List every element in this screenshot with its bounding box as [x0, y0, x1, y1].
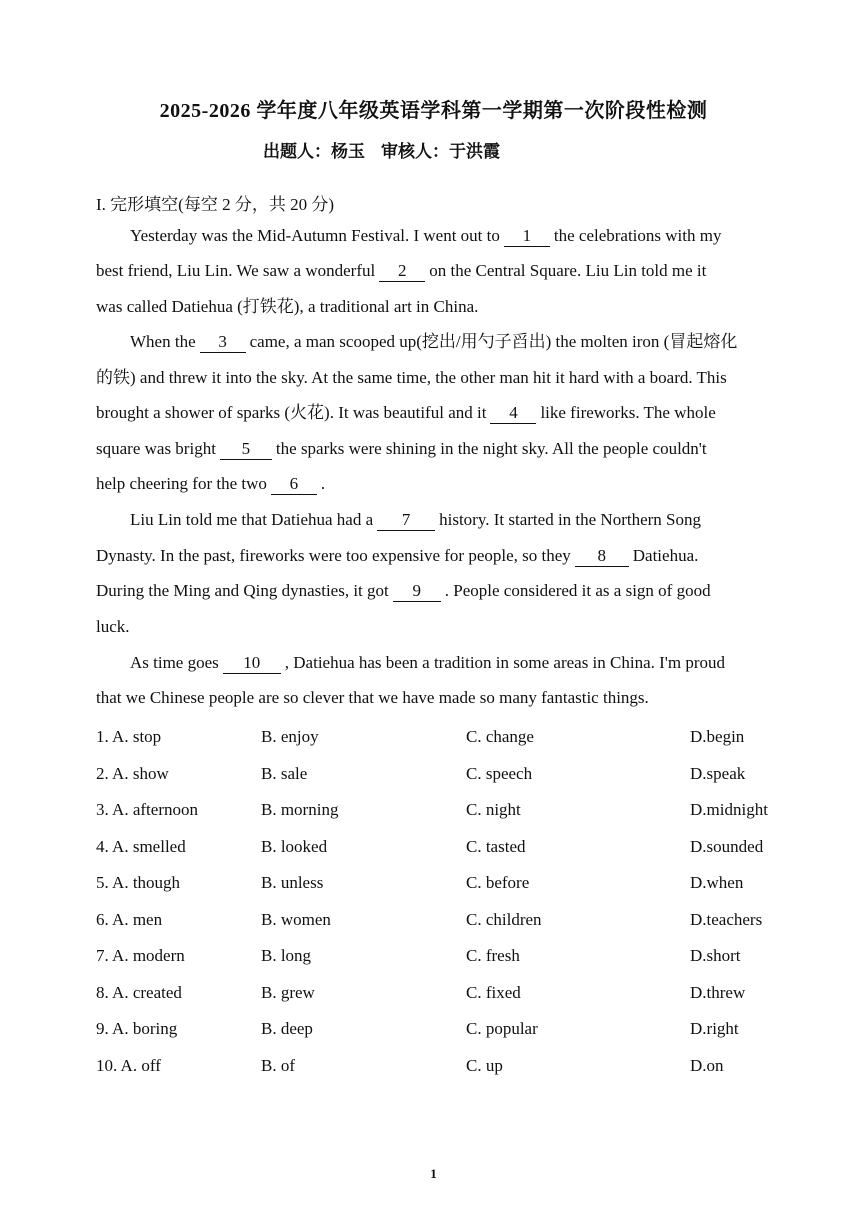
option-b: B. deep [261, 1019, 313, 1038]
option-c: C. change [466, 727, 534, 746]
option-d: D.begin [690, 727, 745, 746]
option-a: 1. A. stop [96, 727, 162, 746]
passage-line: square was bright 5 the sparks were shining in the night sky. All the people couldn't [96, 439, 707, 458]
option-a: 7. A. modern [96, 946, 185, 965]
option-row [96, 725, 776, 749]
passage-line: was called Datiehua (打铁花), a traditional art in China. [96, 297, 479, 316]
author-line [263, 137, 500, 162]
option-row [96, 1017, 776, 1041]
passage-line: Liu Lin told me that Datiehua had a 7 history. It started in the Northern Song [130, 510, 702, 529]
option-c: C. fixed [466, 983, 521, 1002]
option-a: 3. A. afternoon [96, 800, 198, 819]
option-b: B. enjoy [261, 727, 319, 746]
answer-blank: 7 [377, 510, 435, 531]
passage-line: When the 3 came, a man scooped up(挖出/用勺子舀出) the molten iron (冒起熔化 [130, 332, 738, 351]
option-a: 2. A. show [96, 764, 169, 783]
option-a: 10. A. off [96, 1056, 161, 1075]
passage-line: During the Ming and Qing dynasties, it got 9 . People considered it as a sign of good [96, 581, 711, 600]
option-b: B. grew [261, 983, 315, 1002]
option-d: D.threw [690, 983, 746, 1002]
option-row [96, 798, 776, 822]
option-c: C. tasted [466, 837, 526, 856]
answer-blank: 2 [379, 261, 425, 282]
passage-line: Dynasty. In the past, fireworks were too expensive for people, so they 8 Datiehua. [96, 546, 699, 565]
answer-blank: 3 [200, 332, 246, 353]
option-b: B. of [261, 1056, 295, 1075]
passage-line: brought a shower of sparks (火花). It was beautiful and it 4 like fireworks. The whole [96, 403, 716, 422]
passage-line: As time goes 10 , Datiehua has been a tradition in some areas in China. I'm proud [130, 653, 725, 672]
option-d: D.on [690, 1056, 724, 1075]
answer-blank: 10 [223, 653, 281, 674]
option-row [96, 835, 776, 859]
option-d: D.midnight [690, 800, 768, 819]
option-d: D.sounded [690, 837, 764, 856]
option-row [96, 981, 776, 1005]
option-row [96, 944, 776, 968]
passage-line: luck. [96, 617, 130, 636]
passage-line: Yesterday was the Mid-Autumn Festival. I went out to 1 the celebrations with my [130, 226, 722, 245]
option-b: B. sale [261, 764, 308, 783]
section-heading: I. 完形填空(每空 2 分，共 20 分) [96, 195, 334, 214]
option-a: 6. A. men [96, 910, 163, 929]
option-c: C. night [466, 800, 521, 819]
answer-options [96, 725, 776, 1085]
option-b: B. unless [261, 873, 324, 892]
page-number: 1 [430, 1166, 437, 1181]
option-d: D.short [690, 946, 741, 965]
option-b: B. looked [261, 837, 328, 856]
option-d: D.when [690, 873, 744, 892]
option-c: C. up [466, 1056, 503, 1075]
option-b: B. women [261, 910, 331, 929]
option-a: 8. A. created [96, 983, 182, 1002]
passage-line: that we Chinese people are so clever that we have made so many fantastic things. [96, 688, 649, 707]
option-a: 4. A. smelled [96, 837, 186, 856]
option-d: D.speak [690, 764, 746, 783]
option-d: D.right [690, 1019, 739, 1038]
option-d: D.teachers [690, 910, 763, 929]
answer-blank: 1 [504, 226, 550, 247]
page-title: 2025-2026 学年度八年级英语学科第一学期第一次阶段性检测 [159, 100, 708, 122]
option-b: B. morning [261, 800, 339, 819]
option-row [96, 871, 776, 895]
answer-blank: 4 [490, 403, 536, 424]
cloze-passage [96, 224, 776, 712]
passage-line: best friend, Liu Lin. We saw a wonderful 2 on the Central Square. Liu Lin told me it [96, 261, 707, 280]
answer-blank: 8 [575, 546, 629, 567]
option-c: C. popular [466, 1019, 538, 1038]
answer-blank: 9 [393, 581, 441, 602]
option-row [96, 1054, 776, 1078]
reviewer-label: 审核人：于洪霞 [381, 142, 500, 161]
passage-line: 的铁) and threw it into the sky. At the same time, the other man hit it hard with a board. This [96, 368, 727, 387]
option-c: C. before [466, 873, 530, 892]
setter-label: 出题人：杨玉 [263, 142, 365, 161]
option-row [96, 908, 776, 932]
option-c: C. children [466, 910, 542, 929]
option-a: 5. A. though [96, 873, 181, 892]
option-c: C. fresh [466, 946, 520, 965]
option-a: 9. A. boring [96, 1019, 178, 1038]
option-b: B. long [261, 946, 312, 965]
answer-blank: 6 [271, 474, 317, 495]
passage-line: help cheering for the two 6 . [96, 474, 326, 493]
option-c: C. speech [466, 764, 533, 783]
answer-blank: 5 [220, 439, 272, 460]
option-row [96, 762, 776, 786]
